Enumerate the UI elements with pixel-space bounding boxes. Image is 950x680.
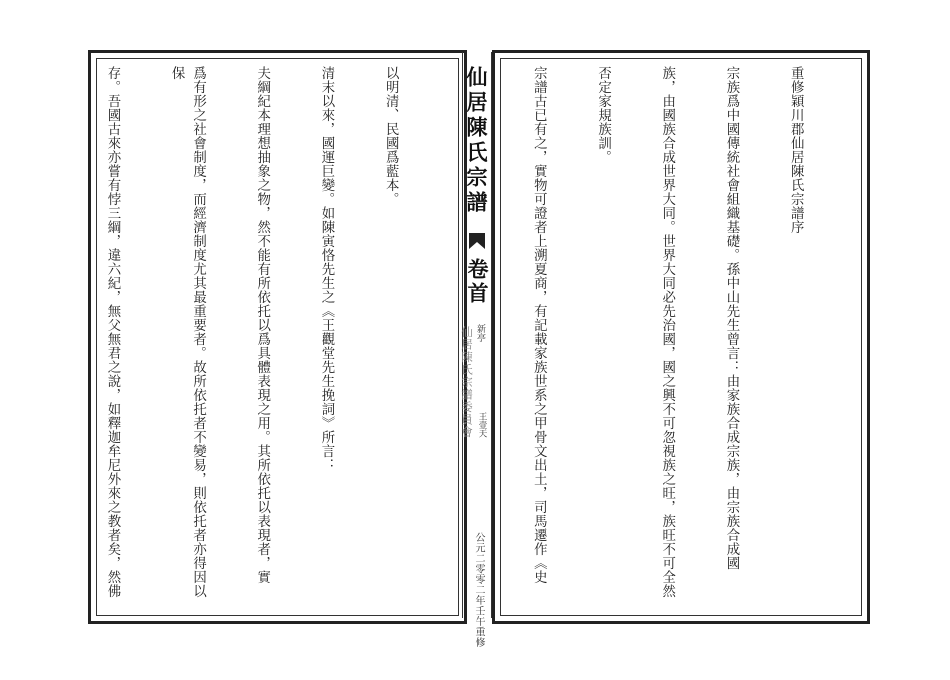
right-col-3: 否定家規族訓。	[595, 66, 611, 164]
right-col-1: 宗族爲中國傳統社會組織基礎。孫中山先生曾言：由家族合成宗族，由宗族合成國	[723, 66, 739, 570]
left-col-2: 夫綱紀本理想抽象之物，然不能有所依托以爲具體表現之用。其所依托以表現者，實	[254, 66, 270, 584]
spine-banner	[460, 52, 492, 648]
spine-volume: 卷首	[465, 258, 490, 306]
left-page-body	[102, 66, 444, 602]
fishtail-mark-icon	[468, 232, 486, 250]
right-col-4: 宗譜古已有之，實物可證者上溯夏商，有記載家族世系之甲骨文出土，司馬遷作《史	[531, 66, 547, 584]
spine-place: 新亭	[475, 324, 485, 342]
left-col-4: 存。吾國古來亦嘗有悖三綱，違六紀，無父無君之說，如釋迦牟尼外來之教者矣，然佛	[104, 66, 120, 598]
left-col-1: 清末以來，國運巨變。如陳寅恪先生之《王觀堂先生挽詞》所言：	[318, 66, 334, 472]
spine-reviser: 王壹天	[477, 412, 487, 438]
spine-title: 仙居陳氏宗譜	[464, 66, 489, 216]
left-col-0: 以明清、民國爲藍本。	[383, 66, 399, 206]
right-col-0: 重修穎川郡仙居陳氏宗譜序	[788, 66, 804, 234]
spine-house: 仙居陳氏宗譜委員會	[460, 326, 474, 439]
right-col-2: 族，由國族合成世界大同。世界大同必先治國，國之興不可忽視族之旺，族旺不可全然	[659, 66, 675, 598]
spine-date: 公元二零零二年壬午重修	[473, 532, 484, 648]
spine-rule-right	[491, 52, 492, 618]
left-col-3: 爲有形之社會制度，而經濟制度尤其最重要者。故所依托者不變易，則依托者亦得因以保	[169, 66, 206, 598]
right-page-body	[507, 66, 849, 602]
